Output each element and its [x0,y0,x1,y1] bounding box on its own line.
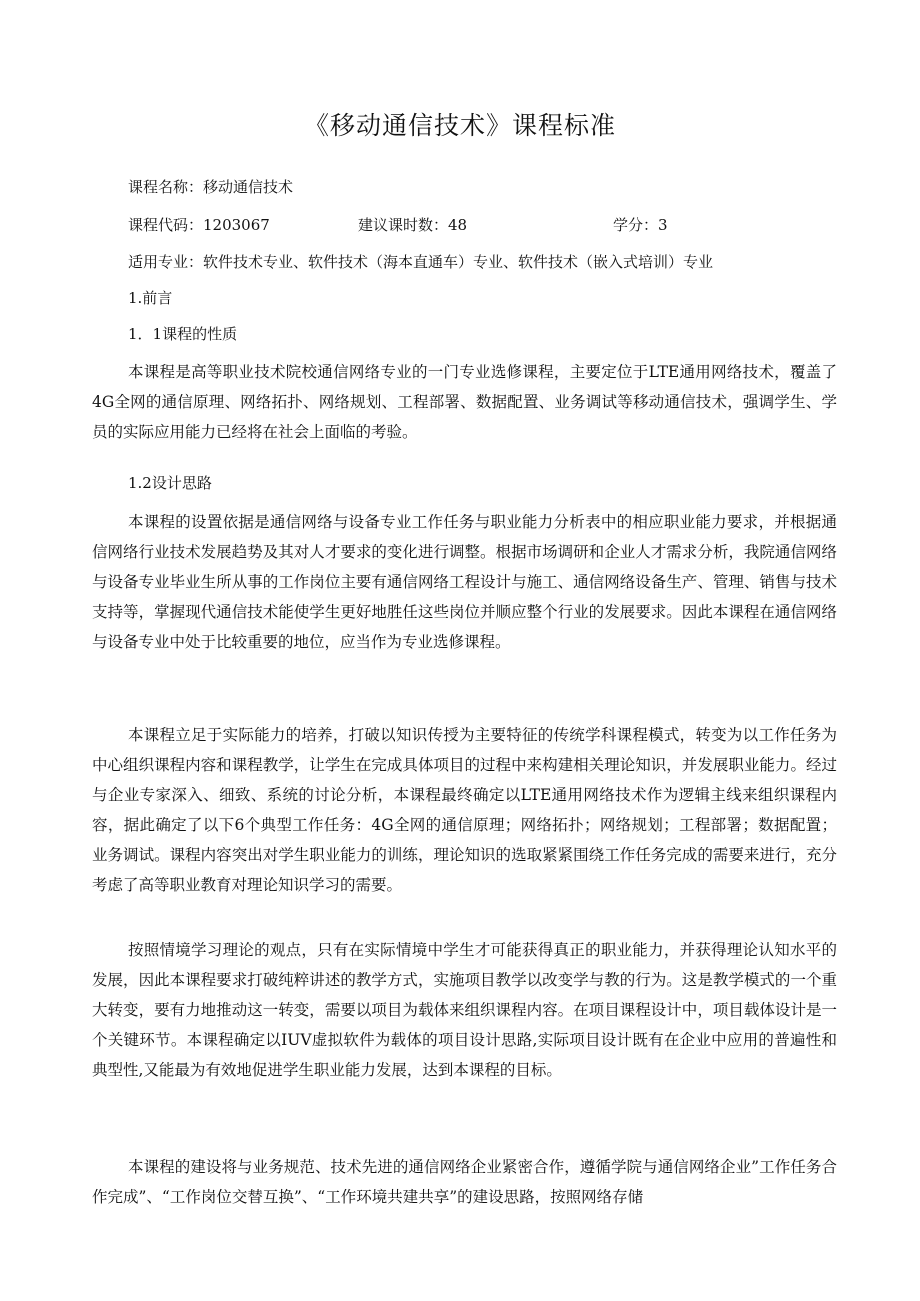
paragraph-enterprise-cooperation: 本课程的建设将与业务规范、技术先进的通信网络企业紧密合作，遵循学院与通信网络企业”工作任务合作完成”、“工作岗位交替互换”、“工作环境共建共享”的建设思路，按照网络存储 [92,1158,837,1206]
course-code: 课程代码：1203067 [128,216,270,234]
section-heading-design-idea: 1.2设计思路 [128,474,212,492]
applicable-majors: 适用专业：软件技术专业、软件技术（海本直通车）专业、软件技术（嵌入式培训）专业 [128,253,714,271]
section-heading-preface: 1.前言 [128,289,173,307]
course-info-row [128,213,808,237]
paragraph-course-nature: 本课程是高等职业技术院校通信网络专业的一门专业选修课程，主要定位于LTE通用网络技术，覆盖了4G全网的通信原理、网络拓扑、网络规划、工程部署、数据配置、业务调试等移动通信技术，强调学生、学员的实际应用能力已经将在社会上面临的考验。 [92,363,837,441]
paragraph-design-basis: 本课程的设置依据是通信网络与设备专业工作任务与职业能力分析表中的相应职业能力要求，并根据通信网络行业技术发展趋势及其对人才要求的变化进行调整。根据市场调研和企业人才需求分析，我院通信网络与设备专业毕业生所从事的工作岗位主要有通信网络工程设计与施工、通信网络设备生产、管理、销售与技术支持等，掌握现代通信技术能使学生更好地胜任这些岗位并顺应整个行业的发展要求。因此本课程在通信网络与设备专业中处于比较重要的地位，应当作为专业选修课程。 [92,513,837,651]
document-title: 《移动通信技术》课程标准 [303,111,616,140]
credits: 学分：3 [613,216,668,234]
section-heading-course-nature: 1．1课程的性质 [128,325,238,343]
paragraph-situated-learning: 按照情境学习理论的观点，只有在实际情境中学生才可能获得真正的职业能力，并获得理论认知水平的发展，因此本课程要求打破纯粹讲述的教学方式，实施项目教学以改变学与教的行为。这是教学模式的一个重大转变，要有力地推动这一转变，需要以项目为载体来组织课程内容。在项目课程设计中，项目载体设计是一个关键环节。本课程确定以IUV虚拟软件为载体的项目设计思路,实际项目设计既有在企业中应用的普遍性和典型性,又能最为有效地促进学生职业能力发展，达到本课程的目标。 [92,941,837,1079]
course-name: 课程名称：移动通信技术 [128,178,294,196]
paragraph-ability-training: 本课程立足于实际能力的培养，打破以知识传授为主要特征的传统学科课程模式，转变为以工作任务为中心组织课程内容和课程教学，让学生在完成具体项目的过程中来构建相关理论知识，并发展职业能力。经过与企业专家深入、细致、系统的讨论分析，本课程最终确定以LTE通用网络技术作为逻辑主线来组织课程内容，据此确定了以下6个典型工作任务：4G全网的通信原理；网络拓扑；网络规划；工程部署；数据配置；业务调试。课程内容突出对学生职业能力的训练，理论知识的选取紧紧围绕工作任务完成的需要来进行，充分考虑了高等职业教育对理论知识学习的需要。 [92,726,837,894]
suggested-hours: 建议课时数：48 [358,216,468,234]
